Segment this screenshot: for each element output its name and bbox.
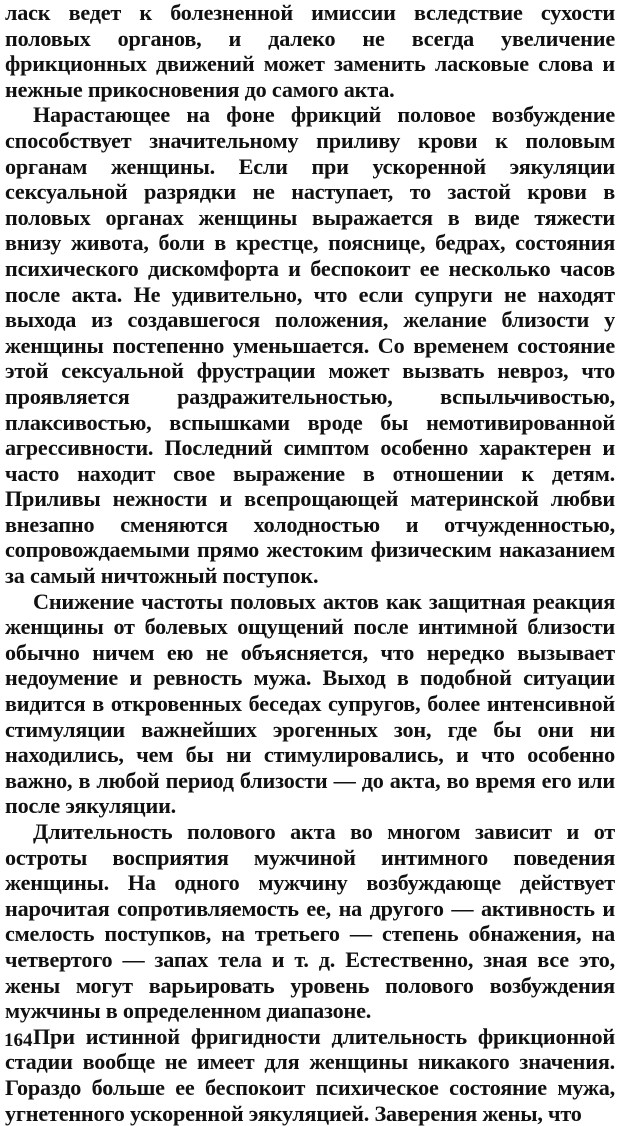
paragraph-congestion: Нарастающее на фоне фрикций половое возбуждение способствует значительному приливу крови к половым органам женщины. Если при ускоренной эякуляции сексуальной разрядки не наступает, то застой крови в половых органах женщины выражается в виде тяжести внизу живота, боли в крестце, пояснице, бедрах, состояния психического дискомфорта и беспокоит ее несколько часов после акта. Не удивительно, что если супруги не находят выхода из создавшегося положения, желание близости у женщины постепенно уменьшается. Со временем состояние этой сексуальной фрустрации может вызвать невроз, что проявляется раздражительностью, вспыльчивостью, плаксивостью, вспышками вроде бы немотивированной агрессивности. Последний симптом особенно характерен и часто находит свое выражение в отношении к детям. Приливы нежности и всепрощающей материнской любви внезапно сменяются холодностью и отчужденностью, сопровождаемыми прямо жестоким физическим наказанием за самый ничтожный поступок. [5,102,615,589]
paragraph-frigidity: При истинной фригидности длительность фрикционной стадии вообще не имеет для женщины никакого значения. Гораздо больше ее беспокоит психическое состояние мужа, угнетенного ускоренной эякуляцией. Заверения жены, что [5,1023,615,1126]
body-text [5,0,615,1126]
page-number: 164 [4,1030,33,1051]
paragraph-frequency: Снижение частоты половых актов как защитная реакция женщины от болевых ощущений после интимной близости обычно ничем ею не объясняется, что нередко вызывает недоумение и ревность мужа. Выход в подобной ситуации видится в откровенных беседах супругов, более интенсивной стимуляции важнейших эрогенных зон, где бы они ни находились, чем бы ни стимулировались, и что особенно важно, в любой период близости — до акта, во время его или после эякуляции. [5,588,615,819]
paragraph-duration: Длительность полового акта во многом зависит и от остроты восприятия мужчиной интимного поведения женщины. На одного мужчину возбуждающе действует нарочитая сопротивляемость ее, на другого — активность и смелость поступков, на третьего — степень обнажения, на четвертого — запах тела и т. д. Естественно, зная все это, жены могут варьировать уровень полового возбуждения мужчины в определенном диапазоне. [5,819,615,1024]
paragraph-continuation: ласк ведет к болезненной имиссии вследствие сухости половых органов, и далеко не всегда увеличение фрикционных движений может заменить ласковые слова и нежные прикосновения до самого акта. [5,0,615,102]
